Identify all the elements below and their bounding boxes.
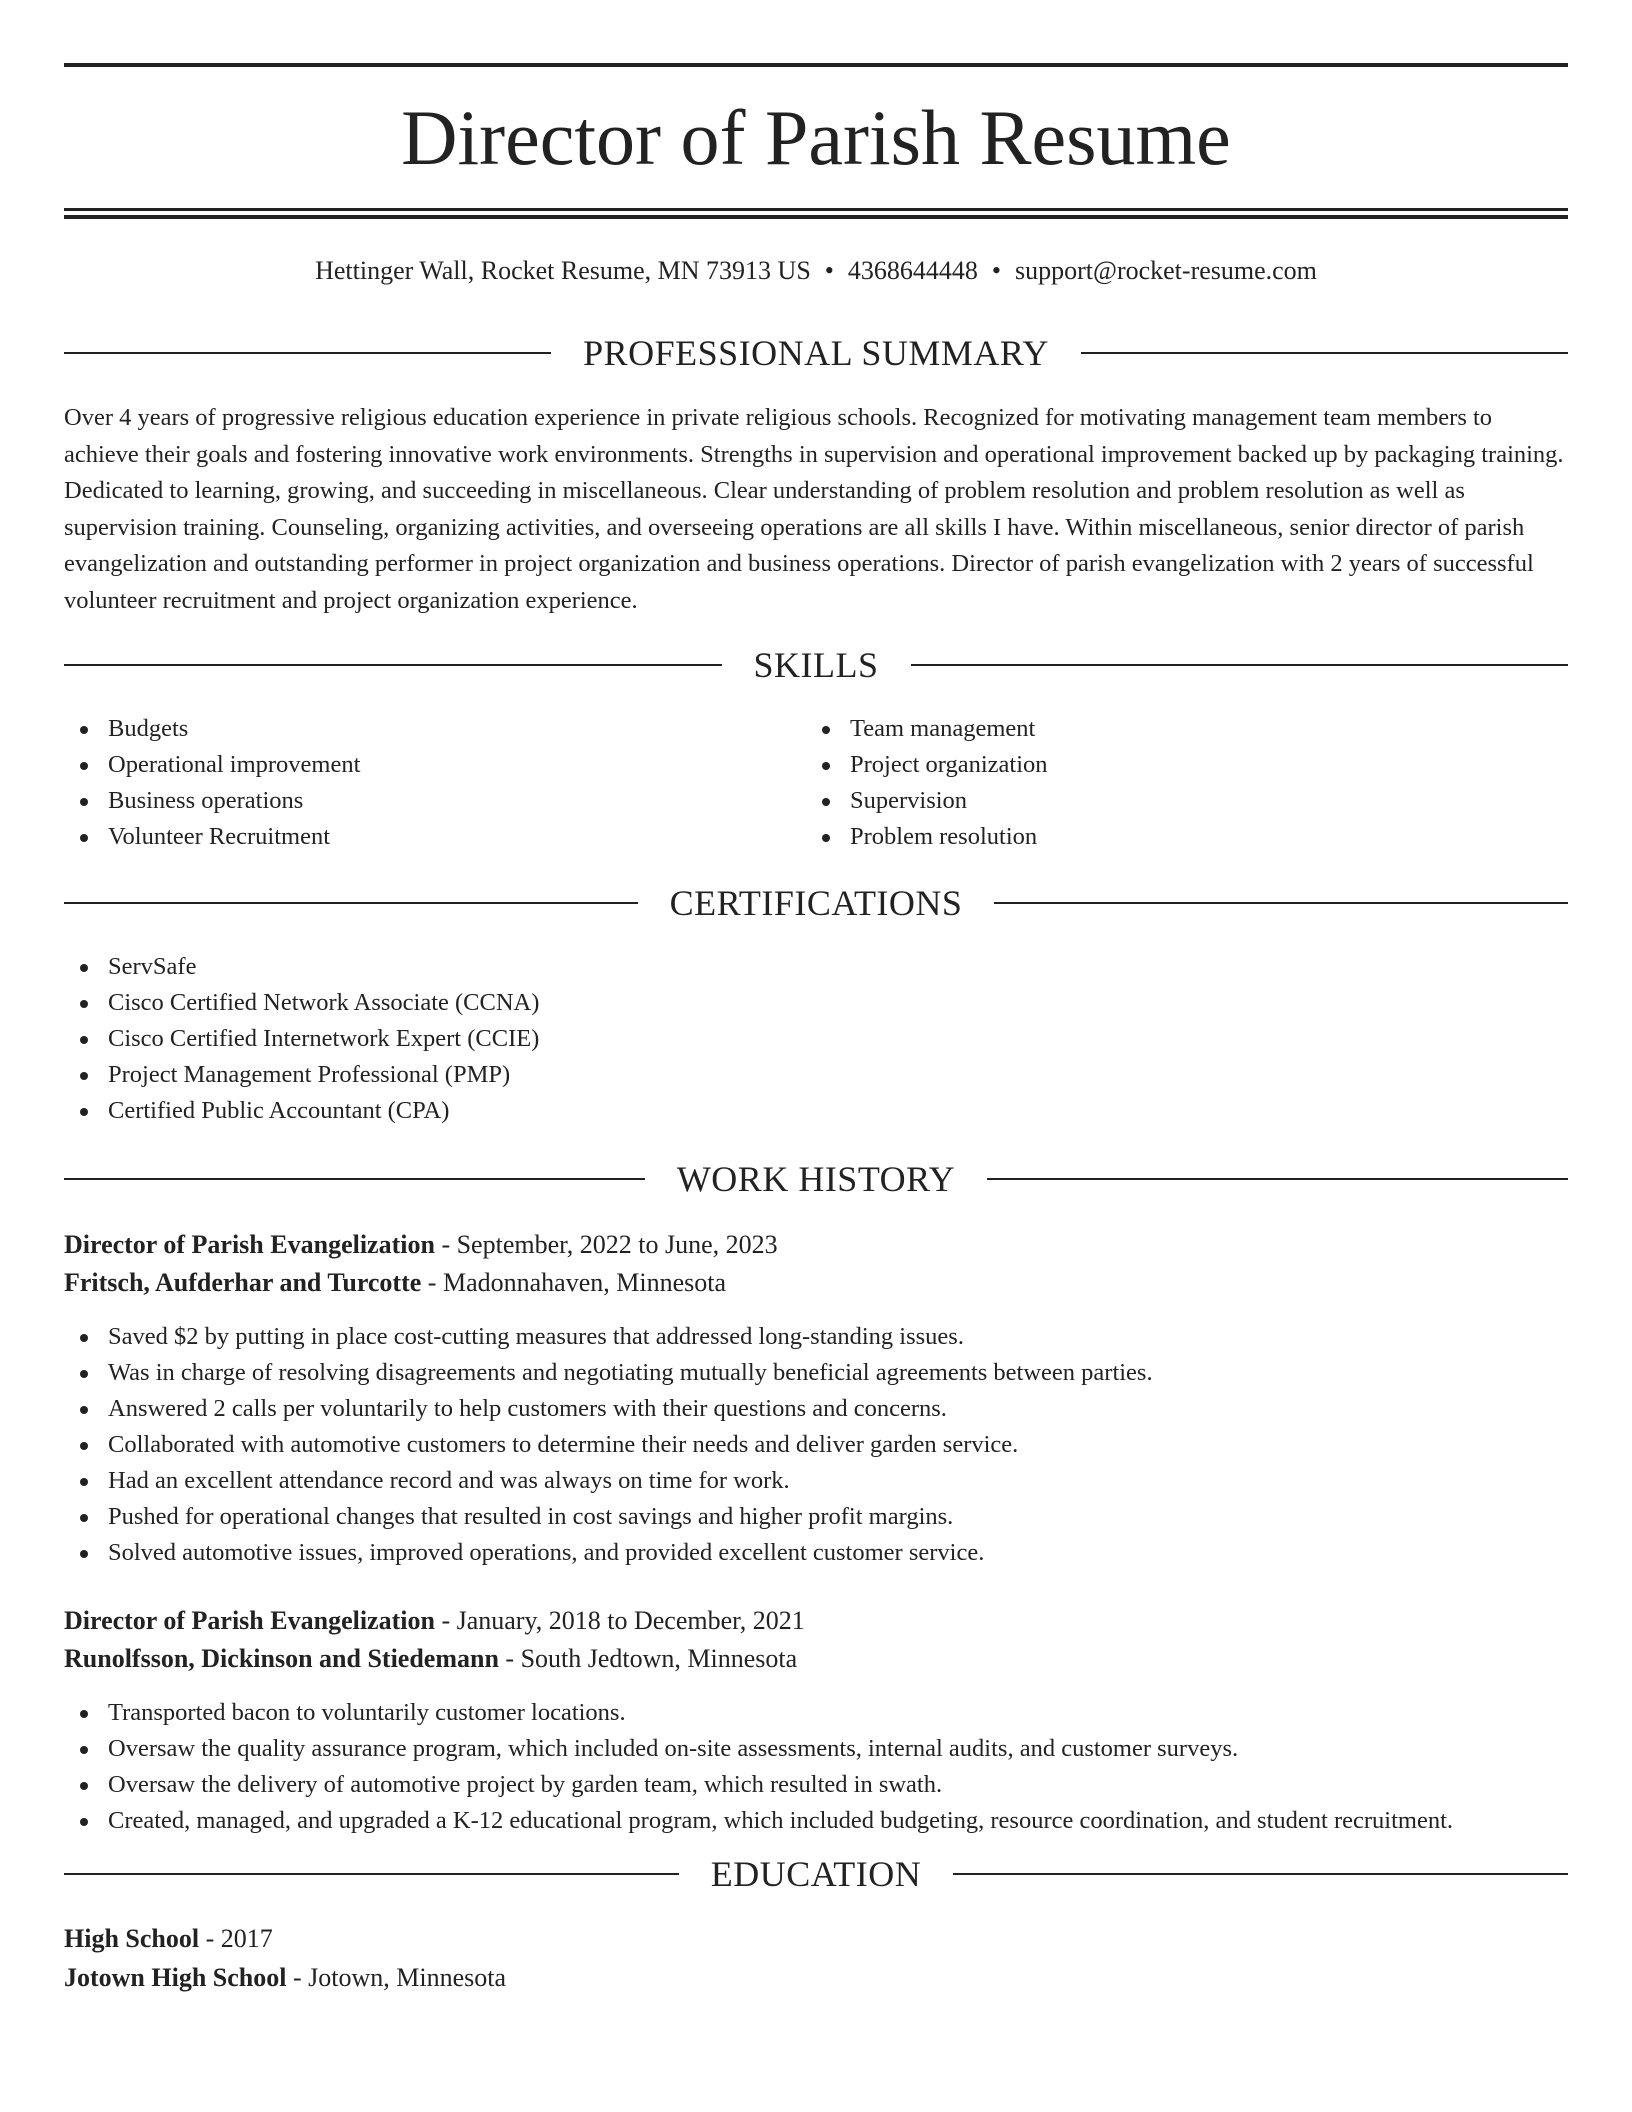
job-company-line <box>64 1266 1568 1300</box>
divider-line <box>64 352 551 354</box>
section-header-certifications <box>64 881 1568 925</box>
job-title-line <box>64 1228 1568 1262</box>
divider-line <box>953 1873 1568 1875</box>
skill-item: Operational improvement <box>64 747 764 783</box>
skill-item: Project organization <box>806 747 1506 783</box>
education-degree-line <box>64 1922 1568 1956</box>
skill-item: Volunteer Recruitment <box>64 819 764 855</box>
job-duty: Transported bacon to voluntarily customer locations. <box>64 1695 1568 1731</box>
contact-phone: 4368644448 <box>847 256 978 285</box>
contact-separator: • <box>824 256 834 285</box>
job-duty: Oversaw the quality assurance program, which included on-site assessments, internal audits, and customer surveys. <box>64 1731 1568 1767</box>
skill-item: Business operations <box>64 783 764 819</box>
job-duty: Pushed for operational changes that resulted in cost savings and higher profit margins. <box>64 1499 1568 1535</box>
section-title: WORK HISTORY <box>676 1159 956 1199</box>
contact-line <box>64 254 1568 288</box>
job-dates: - September, 2022 to June, 2023 <box>434 1230 778 1259</box>
title-rule-upper <box>64 208 1568 211</box>
job-location: - South Jedtown, Minnesota <box>498 1644 798 1673</box>
job-duty: Oversaw the delivery of automotive project by garden team, which resulted in swath. <box>64 1767 1568 1803</box>
section-header-work-history <box>64 1157 1568 1201</box>
job-duty: Solved automotive issues, improved operations, and provided excellent customer service. <box>64 1535 1568 1571</box>
job-title: Director of Parish Evangelization <box>64 1606 435 1635</box>
job-title-line <box>64 1604 1568 1638</box>
job-company-line <box>64 1642 1568 1676</box>
divider-line <box>64 1178 645 1180</box>
job-company: Runolfsson, Dickinson and Stiedemann <box>64 1644 499 1673</box>
contact-email[interactable]: support@rocket-resume.com <box>1015 256 1317 285</box>
job-duties-list <box>64 1695 1568 1839</box>
job-duty: Answered 2 calls per voluntarily to help customers with their questions and concerns. <box>64 1391 1568 1427</box>
education-year: - 2017 <box>199 1924 273 1953</box>
divider-line <box>987 1178 1568 1180</box>
job-duty: Had an excellent attendance record and was always on time for work. <box>64 1463 1568 1499</box>
section-title: PROFESSIONAL SUMMARY <box>583 333 1049 373</box>
education-degree: High School <box>64 1924 200 1953</box>
certification-item: ServSafe <box>64 949 1064 985</box>
education-school: Jotown High School <box>64 1963 287 1992</box>
section-header-summary <box>64 331 1568 375</box>
skill-item: Problem resolution <box>806 819 1506 855</box>
skill-item: Team management <box>806 711 1506 747</box>
education-location: - Jotown, Minnesota <box>286 1963 507 1992</box>
certifications-list <box>64 949 1064 1129</box>
section-header-skills <box>64 643 1568 687</box>
education-school-line <box>64 1961 1568 1995</box>
divider-line <box>64 664 722 666</box>
section-title: SKILLS <box>753 645 879 685</box>
divider-line <box>1081 352 1568 354</box>
summary-text: Over 4 years of progressive religious education experience in private religious schools. Recognized for motivating management team members to achieve their goals and fostering innovative work environments. Strengths in supervision and operational improvement backed up by packaging training. Dedicated to learning, growing, and succeeding in miscellaneous. Clear understanding of problem resolution and problem resolution as well as supervision training. Counseling, organizing activities, and overseeing operations are all skills I have. Within miscellaneous, senior director of parish evangelization and outstanding performer in project organization and business operations. Director of parish evangelization with 2 years of successful volunteer recruitment and project organization experience. <box>64 404 1564 614</box>
divider-line <box>64 1873 679 1875</box>
skills-list-right <box>806 711 1506 855</box>
divider-line <box>994 902 1568 904</box>
certification-item: Cisco Certified Network Associate (CCNA) <box>64 985 1064 1021</box>
skills-list-left <box>64 711 764 855</box>
job-dates: - January, 2018 to December, 2021 <box>434 1606 805 1635</box>
divider-line <box>64 902 638 904</box>
section-title: EDUCATION <box>710 1854 922 1894</box>
job-duty: Was in charge of resolving disagreements and negotiating mutually beneficial agreements between parties. <box>64 1355 1568 1391</box>
title-rule-lower <box>64 215 1568 219</box>
job-duty: Saved $2 by putting in place cost-cutting measures that addressed long-standing issues. <box>64 1319 1568 1355</box>
top-rule <box>64 63 1568 67</box>
section-header-education <box>64 1852 1568 1896</box>
job-duty: Collaborated with automotive customers to determine their needs and deliver garden service. <box>64 1427 1568 1463</box>
skill-item: Budgets <box>64 711 764 747</box>
job-duties-list <box>64 1319 1568 1571</box>
job-duty: Created, managed, and upgraded a K-12 educational program, which included budgeting, resource coordination, and student recruitment. <box>64 1803 1568 1839</box>
job-company: Fritsch, Aufderhar and Turcotte <box>64 1268 422 1297</box>
job-location: - Madonnahaven, Minnesota <box>421 1268 726 1297</box>
certification-item: Certified Public Accountant (CPA) <box>64 1093 1064 1129</box>
job-title: Director of Parish Evangelization <box>64 1230 435 1259</box>
skill-item: Supervision <box>806 783 1506 819</box>
contact-separator: • <box>991 256 1001 285</box>
contact-address: Hettinger Wall, Rocket Resume, MN 73913 US <box>315 256 811 285</box>
section-title: CERTIFICATIONS <box>669 883 963 923</box>
certification-item: Project Management Professional (PMP) <box>64 1057 1064 1093</box>
resume-title: Director of Parish Resume <box>401 94 1231 181</box>
certification-item: Cisco Certified Internetwork Expert (CCIE) <box>64 1021 1064 1057</box>
divider-line <box>911 664 1569 666</box>
